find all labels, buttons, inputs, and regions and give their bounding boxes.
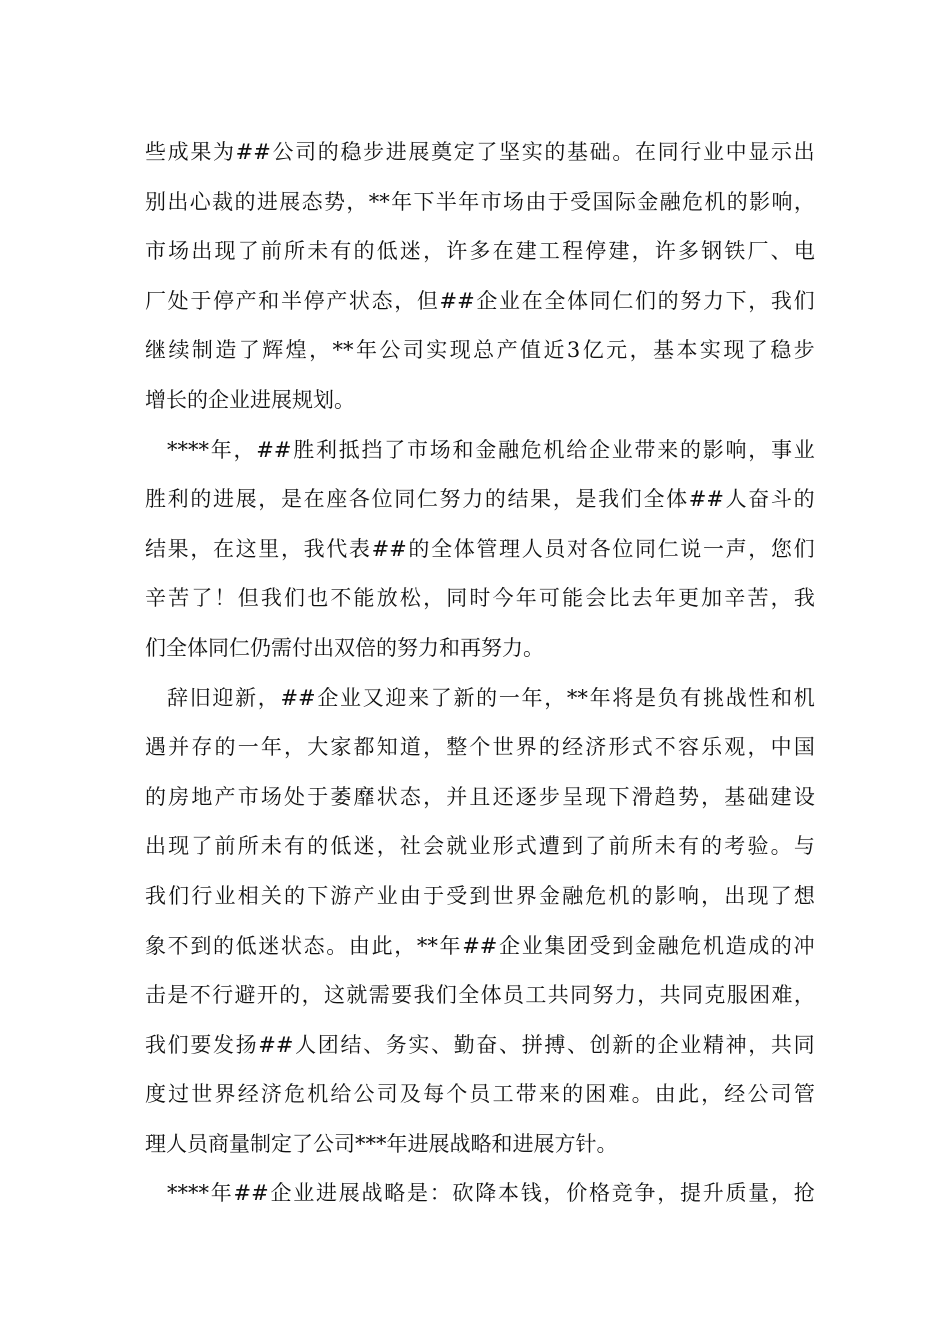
text-line: 继 续 制 造 了 辉 煌 ， ** 年 公 司 实 现 总 产 值 近 3 亿 元 ， 基 本 实 现 了 稳 步 [145,338,815,363]
text-line: 胜 利 的 进 展 ， 是 在 座 各 位 同 仁 努 力 的 结 果 ， 是 我 们 全 体 ## 人 奋 斗 的 [145,487,815,512]
text-line: 辛 苦 了 ！ 但 我 们 也 不 能 放 松 ， 同 时 今 年 可 能 会 比 去 年 更 加 辛 苦 ， 我 [145,586,815,611]
text-line: 出 现 了 前 所 未 有 的 低 迷 ， 社 会 就 业 形 式 遭 到 了 前 所 未 有 的 考 验 。 与 [145,834,815,859]
text-line: 些 成 果 为 ## 公 司 的 稳 步 进 展 奠 定 了 坚 实 的 基 础 。 在 同 行 业 中 显 示 出 [145,140,815,164]
text-line: 象 不 到 的 低 迷 状 态 。 由 此 ， ** 年 ## 企 业 集 团 受 到 金 融 危 机 造 成 的 冲 [145,933,815,958]
text-line: 增长的企业进展规划。 [145,387,355,412]
text-line: 击 是 不 行 避 开 的 ， 这 就 需 要 我 们 全 体 员 工 共 同 努 力 ， 共 同 克 服 困 难 ， [145,983,815,1008]
text-line: **** 年 ， ## 胜 利 抵 挡 了 市 场 和 金 融 危 机 给 企 业 带 来 的 影 响 ， 事 业 [167,437,815,462]
text-line: 结 果 ， 在 这 里 ， 我 代 表 ## 的 全 体 管 理 人 员 对 各 位 同 仁 说 一 声 ， 您 们 [145,536,815,561]
text-line: 市 场 出 现 了 前 所 未 有 的 低 迷 ， 许 多 在 建 工 程 停 建 ， 许 多 钢 铁 厂 、 电 [145,239,815,264]
text-line: 别 出 心 裁 的 进 展 态 势 ， ** 年 下 半 年 市 场 由 于 受 国 际 金 融 危 机 的 影 响 ， [145,189,815,214]
text-line: 我 们 要 发 扬 ## 人 团 结 、 务 实 、 勤 奋 、 拼 搏 、 创 新 的 企 业 精 神 ， 共 同 [145,1032,815,1057]
text-line: 我 们 行 业 相 关 的 下 游 产 业 由 于 受 到 世 界 金 融 危 机 的 影 响 ， 出 现 了 想 [145,883,815,908]
text-line: 辞 旧 迎 新 ， ## 企 业 又 迎 来 了 新 的 一 年 ， ** 年 将 是 负 有 挑 战 性 和 机 [167,685,815,710]
text-line: 的 房 地 产 市 场 处 于 萎 靡 状 态 ， 并 且 还 逐 步 呈 现 下 滑 趋 势 ， 基 础 建 设 [145,784,815,809]
document-body [145,128,815,1219]
text-line: 们全体同仁仍需付出双倍的努力和再努力。 [145,635,544,660]
text-line: 厂 处 于 停 产 和 半 停 产 状 态 ， 但 ## 企 业 在 全 体 同 仁 们 的 努 力 下 ， 我 们 [145,288,815,313]
text-line: 遇 并 存 的 一 年 ， 大 家 都 知 道 ， 整 个 世 界 的 经 济 形 式 不 容 乐 观 ， 中 国 [145,735,815,760]
text-line: **** 年 ## 企 业 进 展 战 略 是 ： 砍 降 本 钱 ， 价 格 竞 争 ， 提 升 质 量 ， 抢 [167,1181,815,1206]
text-line: 度 过 世 界 经 济 危 机 给 公 司 及 每 个 员 工 带 来 的 困 难 。 由 此 ， 经 公 司 管 [145,1082,815,1107]
text-line: 理人员商量制定了公司***年进展战略和进展方针。 [145,1131,618,1156]
